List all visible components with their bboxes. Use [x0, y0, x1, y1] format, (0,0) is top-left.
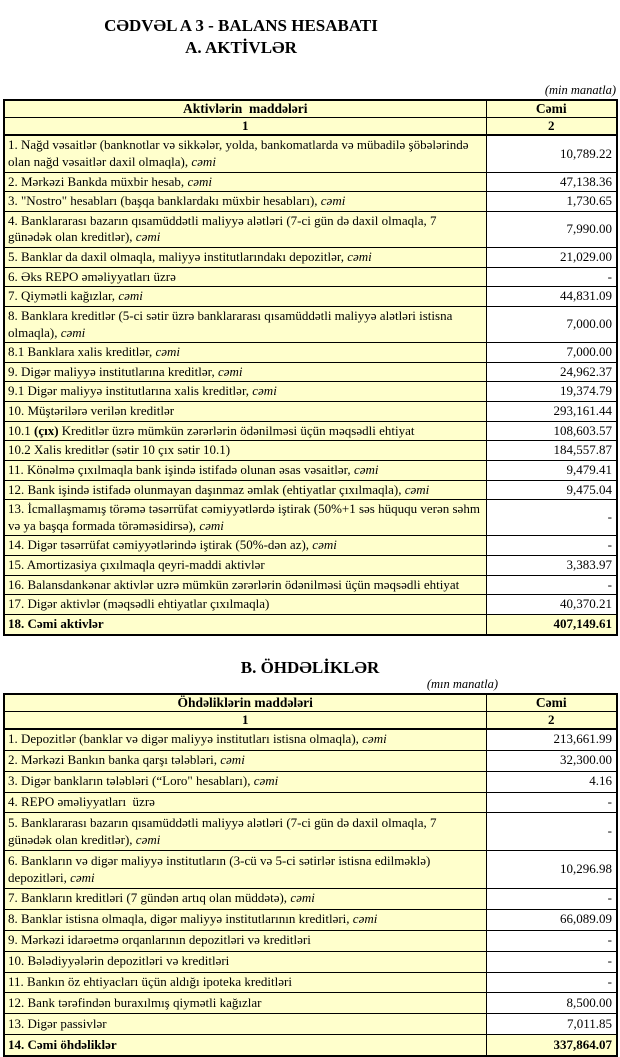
- row-label: 14. Digər təsərrüfat cəmiyyətlərində iştirak (50%-dən az), cəmi: [4, 536, 486, 556]
- row-value: -: [486, 813, 617, 851]
- liabilities-column-number-2: 2: [486, 711, 617, 728]
- table-row: [4, 729, 617, 750]
- table-row: [4, 267, 617, 287]
- row-value: 21,029.00: [486, 248, 617, 268]
- row-label: 10. Bələdiyyələrin depozitləri və kreditləri: [4, 951, 486, 972]
- row-value: 7,011.85: [486, 1014, 617, 1035]
- table-row: [4, 851, 617, 889]
- row-label: 1. Depozitlər (banklar və digər maliyyə institutları istisna olmaqla), cəmi: [4, 729, 486, 750]
- row-value: 8,500.00: [486, 993, 617, 1014]
- row-value: 40,370.21: [486, 595, 617, 615]
- row-label: 10. Müştərilərə verilən kreditlər: [4, 402, 486, 422]
- table-row: [4, 343, 617, 363]
- row-label: 10.2 Xalis kreditlər (sətir 10 çıx sətir 10.1): [4, 441, 486, 461]
- table-row: [4, 614, 617, 634]
- row-value: -: [486, 500, 617, 536]
- row-value: -: [486, 972, 617, 993]
- row-value: 9,479.41: [486, 460, 617, 480]
- table-row: [4, 1035, 617, 1056]
- row-label: 18. Cəmi aktivlər: [4, 614, 486, 634]
- table-row: [4, 248, 617, 268]
- table-row: [4, 813, 617, 851]
- table-row: [4, 909, 617, 930]
- row-value: 337,864.07: [486, 1035, 617, 1056]
- row-value: 44,831.09: [486, 287, 617, 307]
- row-value: 108,603.57: [486, 421, 617, 441]
- row-label: 5. Banklararası bazarın qısamüddətli maliyyə alətləri (7-ci gün də daxil olmaqla, 7 günədək olan kreditlər), cəmi: [4, 813, 486, 851]
- row-label: 17. Digər aktivlər (məqsədli ehtiyatlar çıxılmaqla): [4, 595, 486, 615]
- row-label: 13. Digər passivlər: [4, 1014, 486, 1035]
- table-row: [4, 972, 617, 993]
- assets-column-number-row: [4, 118, 617, 135]
- assets-table: [3, 99, 618, 636]
- row-label: 4. REPO əməliyyatları üzrə: [4, 792, 486, 813]
- row-label: 12. Bank tərəfindən buraxılmış qiymətli kağızlar: [4, 993, 486, 1014]
- row-value: 7,000.00: [486, 343, 617, 363]
- row-label: 3. "Nostro" hesabları (başqa banklardakı müxbir hesabları), cəmi: [4, 192, 486, 212]
- row-label: 6. Əks REPO əməliyyatları üzrə: [4, 267, 486, 287]
- table-row: [4, 460, 617, 480]
- row-value: 3,383.97: [486, 556, 617, 576]
- row-label: 9.1 Digər maliyyə institutlarına xalis kreditlər, cəmi: [4, 382, 486, 402]
- table-row: [4, 211, 617, 247]
- table-row: [4, 750, 617, 771]
- row-value: 1,730.65: [486, 192, 617, 212]
- document-title-line1: CƏDVƏL A 3 - BALANS HESABATI: [104, 16, 378, 35]
- row-label: 8. Banklara kreditlər (5-ci sətir üzrə banklararası qısamüddətli maliyyə alətləri istisna olmaqla), cəmi: [4, 306, 486, 342]
- row-value: -: [486, 930, 617, 951]
- row-value: 66,089.09: [486, 909, 617, 930]
- row-label: 3. Digər bankların tələbləri (“Loro" hesabları), cəmi: [4, 771, 486, 792]
- row-value: 10,296.98: [486, 851, 617, 889]
- row-value: 32,300.00: [486, 750, 617, 771]
- table-row: [4, 480, 617, 500]
- assets-column-number-1: 1: [4, 118, 486, 135]
- table-row: [4, 1014, 617, 1035]
- row-label: 10.1 (çıx) Kreditlər üzrə mümkün zərərlərin ödənilməsi üçün məqsədli ehtiyat: [4, 421, 486, 441]
- row-value: 24,962.37: [486, 362, 617, 382]
- row-value: -: [486, 951, 617, 972]
- table-row: [4, 595, 617, 615]
- row-label: 16. Balansdankənar aktivlər uzrə mümkün zərərlərin ödənilməsi üçün məqsədli ehtiyat: [4, 575, 486, 595]
- liabilities-column-number-1: 1: [4, 711, 486, 728]
- row-value: 7,990.00: [486, 211, 617, 247]
- table-row: [4, 930, 617, 951]
- row-value: 213,661.99: [486, 729, 617, 750]
- section-b-title: B. ÖHDƏLİKLƏR: [240, 657, 380, 677]
- row-value: 293,161.44: [486, 402, 617, 422]
- row-label: 13. İcmallaşmamış törəmə təsərrüfat cəmiyyətlərdə iştirak (50%+1 səs hüququ verən səhm və ya başqa formada törəməsidirsə), cəmi: [4, 500, 486, 536]
- table-row: [4, 172, 617, 192]
- row-label: 9. Mərkəzi idarəetmə orqanlarının depozitləri və kreditləri: [4, 930, 486, 951]
- row-value: -: [486, 888, 617, 909]
- row-label: 11. Könəlmə çıxılmaqla bank işində istifadə olunan əsas vəsaitlər, cəmi: [4, 460, 486, 480]
- liabilities-header-row: [4, 694, 617, 712]
- row-label: 15. Amortizasiya çıxılmaqla qeyri-maddi aktivlər: [4, 556, 486, 576]
- row-value: 184,557.87: [486, 441, 617, 461]
- table-row: [4, 382, 617, 402]
- liabilities-items-column-header: Öhdəliklərin maddələri: [4, 694, 486, 712]
- assets-header-row: [4, 100, 617, 118]
- table-row: [4, 888, 617, 909]
- row-label: 14. Cəmi öhdəliklər: [4, 1035, 486, 1056]
- row-label: 8. Banklar istisna olmaqla, digər maliyyə institutlarının kreditləri, cəmi: [4, 909, 486, 930]
- row-value: 7,000.00: [486, 306, 617, 342]
- table-row: [4, 441, 617, 461]
- row-value: -: [486, 575, 617, 595]
- row-label: 11. Bankın öz ehtiyacları üçün aldığı ipoteka kreditləri: [4, 972, 486, 993]
- assets-items-column-header: Aktivlərin maddələri: [4, 100, 486, 118]
- row-value: 9,475.04: [486, 480, 617, 500]
- liabilities-table: [3, 693, 618, 1057]
- row-label: 7. Qiymətli kağızlar, cəmi: [4, 287, 486, 307]
- table-row: [4, 192, 617, 212]
- row-label: 9. Digər maliyyə institutlarına kreditlər, cəmi: [4, 362, 486, 382]
- row-label: 2. Mərkəzi Bankda müxbir hesab, cəmi: [4, 172, 486, 192]
- row-value: 19,374.79: [486, 382, 617, 402]
- row-label: 12. Bank işində istifadə olunmayan daşınmaz əmlak (ehtiyatlar çıxılmaqla), cəmi: [4, 480, 486, 500]
- table-row: [4, 402, 617, 422]
- liabilities-total-column-header: Cəmi: [486, 694, 617, 712]
- unit-note-assets: (min manatla): [544, 83, 616, 98]
- table-row: [4, 287, 617, 307]
- row-value: -: [486, 792, 617, 813]
- liabilities-column-number-row: [4, 711, 617, 728]
- table-row: [4, 421, 617, 441]
- row-value: 407,149.61: [486, 614, 617, 634]
- row-label: 8.1 Banklara xalis kreditlər, cəmi: [4, 343, 486, 363]
- row-label: 4. Banklararası bazarın qısamüddətli maliyyə alətləri (7-ci gün də daxil olmaqla, 7 günədək olan kreditlər), cəmi: [4, 211, 486, 247]
- row-label: 5. Banklar da daxil olmaqla, maliyyə institutlarındakı depozitlər, cəmi: [4, 248, 486, 268]
- table-row: [4, 771, 617, 792]
- row-value: 10,789.22: [486, 135, 617, 172]
- row-label: 7. Bankların kreditləri (7 gündən artıq olan müddətə), cəmi: [4, 888, 486, 909]
- table-row: [4, 792, 617, 813]
- row-label: 2. Mərkəzi Bankın banka qarşı tələbləri, cəmi: [4, 750, 486, 771]
- row-value: 47,138.36: [486, 172, 617, 192]
- table-row: [4, 536, 617, 556]
- row-label: 1. Nağd vəsaitlər (banknotlar və sikkələr, yolda, bankomatlarda və mübadilə şöbələrində olan nağd vəsaitlər daxil olmaqla), cəmi: [4, 135, 486, 172]
- table-row: [4, 951, 617, 972]
- table-row: [4, 575, 617, 595]
- row-label: 6. Bankların və digər maliyyə institutların (3-cü və 5-ci sətirlər istisna edilməklə) depozitləri, cəmi: [4, 851, 486, 889]
- row-value: -: [486, 536, 617, 556]
- table-row: [4, 362, 617, 382]
- table-row: [4, 556, 617, 576]
- document-title: [0, 0, 482, 59]
- unit-note-liabilities: (mın manatla): [426, 676, 498, 691]
- table-row: [4, 500, 617, 536]
- row-value: 4.16: [486, 771, 617, 792]
- table-row: [4, 306, 617, 342]
- assets-column-number-2: 2: [486, 118, 617, 135]
- table-row: [4, 135, 617, 172]
- table-row: [4, 993, 617, 1014]
- row-value: -: [486, 267, 617, 287]
- assets-total-column-header: Cəmi: [486, 100, 617, 118]
- section-a-title: A. AKTİVLƏR: [185, 38, 297, 58]
